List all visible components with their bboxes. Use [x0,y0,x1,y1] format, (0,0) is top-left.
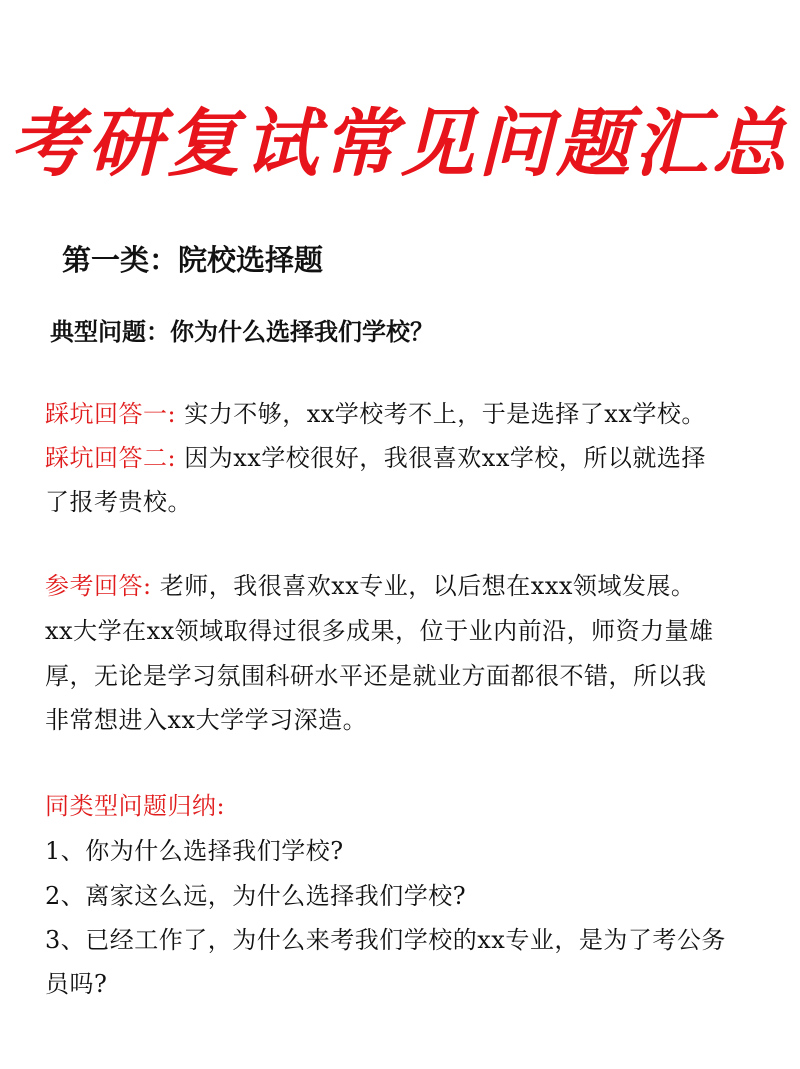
similar-question-2: 2、离家这么远，为什么选择我们学校? [45,882,467,910]
category-heading: 第一类：院校选择题 [62,243,324,277]
similar-questions-label: 同类型问题归纳: [45,792,226,820]
reference-answer-line-3: 厚，无论是学习氛围科研水平还是就业方面都很不错，所以我 [45,662,707,690]
similar-question-1: 1、你为什么选择我们学校? [45,837,344,865]
pitfall-2-text: 因为xx学校很好，我很喜欢xx学校，所以就选择 [184,444,706,472]
pitfall-1-label: 踩坑回答一: [45,400,177,428]
pitfall-answer-1 [45,394,706,429]
pitfall-answer-2 [45,438,706,473]
pitfall-2-label: 踩坑回答二: [45,444,177,472]
pitfall-2-text-cont: 了报考贵校。 [45,488,192,516]
pitfall-1-text: 实力不够，xx学校考不上，于是选择了xx学校。 [184,400,706,428]
reference-text: 老师，我很喜欢xx专业，以后想在xxx领域发展。 [159,572,696,600]
similar-question-3: 3、已经工作了，为什么来考我们学校的xx专业，是为了考公务 [45,926,726,954]
typical-question: 典型问题：你为什么选择我们学校？ [50,318,434,346]
reference-label: 参考回答: [45,572,152,600]
similar-question-3-cont: 员吗? [45,970,108,998]
reference-answer-line-2: xx大学在xx领域取得过很多成果，位于业内前沿，师资力量雄 [45,617,714,645]
page-title: 考研复试常见问题汇总 [10,101,790,187]
reference-answer-line-1 [45,566,695,601]
reference-answer-line-4: 非常想进入xx大学学习深造。 [45,706,368,734]
